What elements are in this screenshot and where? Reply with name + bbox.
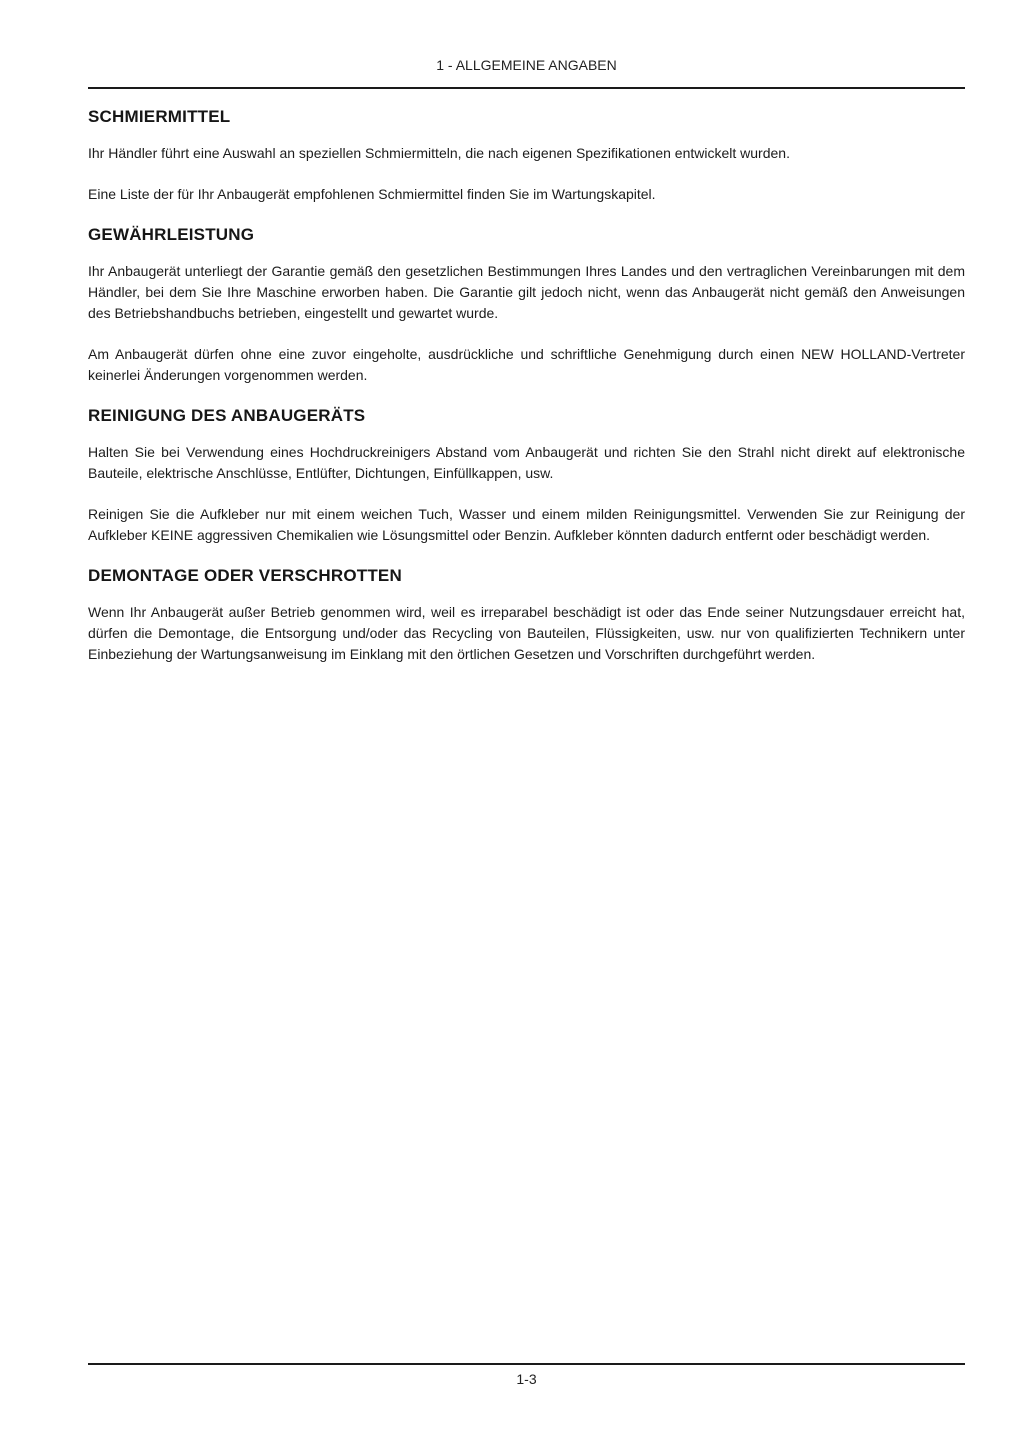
section-heading: REINIGUNG DES ANBAUGERÄTS bbox=[88, 406, 366, 425]
paragraph: Ihr Händler führt eine Auswahl an speziellen Schmiermitteln, die nach eigenen Spezifikationen entwickelt wurden. bbox=[88, 145, 790, 161]
paragraph: Reinigen Sie die Aufkleber nur mit einem weichen Tuch, Wasser und einem milden Reinigungsmittel. Verwenden Sie zur Reinigung der Aufkleber KEINE aggressiven Chemikalien wie Lösungsmittel oder Benzin. Aufkleber könnten dadurch entfernt oder beschädigt werden. bbox=[88, 506, 965, 543]
section-heading: GEWÄHRLEISTUNG bbox=[88, 225, 255, 244]
section-demontage bbox=[88, 566, 965, 665]
section-heading: SCHMIERMITTEL bbox=[88, 107, 231, 126]
paragraph: Halten Sie bei Verwendung eines Hochdruckreinigers Abstand vom Anbaugerät und richten Sie den Strahl nicht direkt auf elektronische Bauteile, elektrische Anschlüsse, Entlüfter, Dichtungen, Einfüllkappen, usw. bbox=[88, 444, 965, 481]
page-number: 1-3 bbox=[516, 1371, 537, 1387]
footer-rule bbox=[88, 1363, 965, 1365]
section-gewaehrleistung bbox=[88, 225, 965, 386]
section-heading: DEMONTAGE ODER VERSCHROTTEN bbox=[88, 566, 402, 585]
header-rule bbox=[88, 87, 965, 89]
page-content bbox=[88, 0, 965, 685]
paragraph: Am Anbaugerät dürfen ohne eine zuvor eingeholte, ausdrückliche und schriftliche Genehmigung durch einen NEW HOLLAND-Vertreter keinerlei Änderungen vorgenommen werden. bbox=[88, 346, 965, 383]
section-reinigung bbox=[88, 406, 965, 546]
chapter-header: 1 - ALLGEMEINE ANGABEN bbox=[436, 57, 617, 73]
page-footer bbox=[88, 1363, 965, 1388]
paragraph: Wenn Ihr Anbaugerät außer Betrieb genommen wird, weil es irreparabel beschädigt ist oder das Ende seiner Nutzungsdauer erreicht hat, dürfen die Demontage, die Entsorgung und/oder das Recycling von Bauteilen, Flüssigkeiten, usw. nur von qualifizierten Technikern unter Einbeziehung der Wartungsanweisung im Einklang mit den örtlichen Gesetzen und Vorschriften durchgeführt werden. bbox=[88, 604, 965, 662]
section-schmiermittel bbox=[88, 107, 965, 205]
paragraph: Ihr Anbaugerät unterliegt der Garantie gemäß den gesetzlichen Bestimmungen Ihres Landes und den vertraglichen Vereinbarungen mit dem Händler, bei dem Sie Ihre Maschine erworben haben. Die Garantie gilt jedoch nicht, wenn das Anbaugerät nicht gemäß den Anweisungen des Betriebshandbuchs betrieben, eingestellt und gewartet wurde. bbox=[88, 263, 965, 321]
paragraph: Eine Liste der für Ihr Anbaugerät empfohlenen Schmiermittel finden Sie im Wartungskapitel. bbox=[88, 186, 656, 202]
